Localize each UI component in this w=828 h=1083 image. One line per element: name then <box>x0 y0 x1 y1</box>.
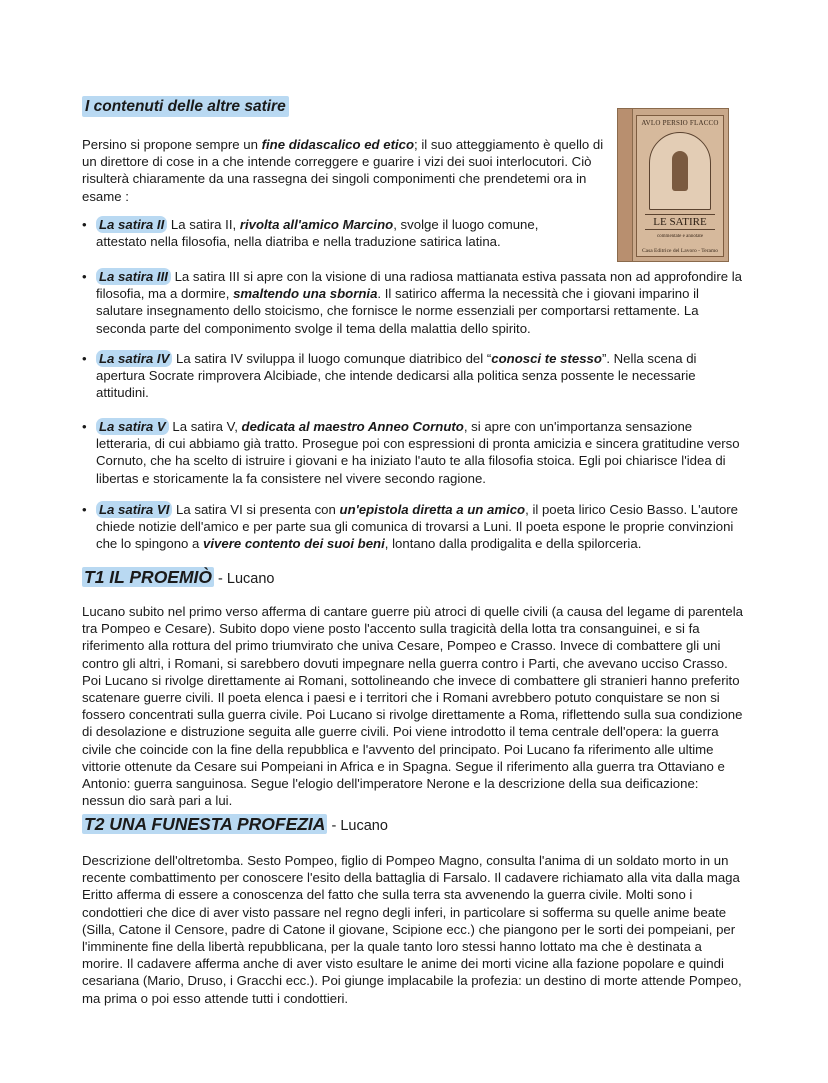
satira-text: La satira VI si presenta con <box>172 502 340 517</box>
book-spine <box>618 109 633 261</box>
satira-bold: smaltendo una sbornia <box>233 286 378 302</box>
bullet-dot: • <box>82 351 87 366</box>
book-illustration <box>649 132 711 210</box>
satira-text: . Il satirico afferma la necessità che i giovani imparino il salutare insegnamento dello stoicismo, che fornisce le norme essenziali per comportarsi rettamente. La seconda parte del componimento svolge il tema della malattia dello spirito. <box>96 286 699 336</box>
book-cover-image <box>617 108 729 262</box>
satira-text: La satira III si apre con la visione di una radiosa mattianata estiva passata non ad approfondire la filosofia, ma a dormire, <box>96 269 742 302</box>
satira-label: La satira V <box>96 418 169 435</box>
satira-text: La satira II, <box>167 217 240 232</box>
intro-paragraph <box>82 136 607 205</box>
satira-item <box>82 268 742 337</box>
section-title-t2 <box>82 813 388 837</box>
book-figure <box>672 151 688 191</box>
book-publisher: Casa Editrice del Lavoro - Teramo <box>641 248 719 254</box>
section-t2-body: Descrizione dell'oltretomba. Sesto Pompeo, figlio di Pompeo Magno, consulta l'anima di un soldato morto in un recente combattimento per conoscere l'esito della battaglia di Farsalo. Il cadavere richiamato alla vita dalla maga Eritto afferma di essere a conoscenza del fatto che sulla terra sta avvenendo la guerra civile. Molti sono i condottieri che dice di aver visto passare nel regno degli inferi, in particolare si sofferma su quelle anime beate (Silla, Catone il Censore, padre di Catone il giovane, Scipione ecc.) che piangono per le sorti dei pompeiani, per l'imminente fine della libertà repubblicana, per la quale tanto loro stessi hanno lottato ma che è destinata a morire. Il cadavere afferma anche di aver visto esultare le anime dei morti vicine alla fazione popolare e quindi cesariana (Mario, Druso, i Gracchi ecc.). Poi giunge implacabile la profezia: un destino di morte attende Pompeo, ma prima o poi esso attende tutti i condottieri. <box>82 853 742 1006</box>
bullet-dot: • <box>82 269 87 284</box>
intro-text-1: Persino si propone sempre un <box>82 137 262 152</box>
satira-bold: rivolta all'amico Marcino <box>239 217 394 232</box>
satira-item <box>82 216 562 250</box>
section-title-t1 <box>82 566 275 590</box>
satira-bold: vivere contento dei suoi beni <box>203 536 385 552</box>
satira-label: La satira IV <box>96 350 172 367</box>
satira-bold: un'epistola diretta a un amico <box>339 502 526 517</box>
satira-label: La satira III <box>96 268 171 285</box>
satira-item <box>82 501 742 553</box>
satira-text: La satira V, <box>168 419 242 434</box>
satira-text: , si apre con un'importanza sensazione letteraria, di cui abbiamo già tratto. Prosegue poi con espressioni di pronta amicizia e sincera gratitudine verso Cornuto, che ha scelto di istruire i giovani e ha iniziato l'auto te alla filosofia stoica. Egli poi chiarisce l'idea di libertas e storicamente la fa consistere nel vivere secondo ragione. <box>96 419 740 486</box>
section-author: Lucano <box>340 818 388 834</box>
satira-item <box>82 418 742 487</box>
book-title: LE SATIRE <box>645 214 715 230</box>
bullet-dot: • <box>82 419 87 434</box>
section-author: Lucano <box>226 571 275 587</box>
section-dash: - <box>214 571 227 587</box>
book-subtitle: commentate e annotate <box>656 234 704 239</box>
bullet-dot: • <box>82 502 87 517</box>
section-dash: - <box>327 818 341 834</box>
satira-text: La satira IV sviluppa il luogo comunque diatribico del “ <box>172 351 492 366</box>
book-author: AVLO PERSIO FLACCO <box>641 119 719 127</box>
bullet-dot: • <box>82 217 87 232</box>
satira-text: , il poeta lirico Cesio Basso. L'autore chiede notizie dell'amico e per parte sua gli comunica di trovarsi a Luni. Il poeta espone le proprie convinzioni che lo spingono a <box>96 502 739 552</box>
page-title-text: I contenuti delle altre satire <box>82 96 289 117</box>
page-title <box>82 97 289 117</box>
section-title-text: T1 IL PROEMIÒ <box>84 567 213 587</box>
satira-item <box>82 350 742 402</box>
satira-text: , svolge il luogo comune, attestato nella filosofia, nella diatriba e nella traduzione satirica latina. <box>96 217 539 250</box>
section-title-text: T2 UNA FUNESTA PROFEZIA <box>84 814 326 834</box>
intro-bold: fine didascalico ed etico <box>261 137 415 152</box>
satira-label: La satira VI <box>96 501 172 518</box>
satira-bold: dedicata al maestro Anneo Cornuto <box>241 419 464 434</box>
satira-text: , lontano dalla prodigalita e della spilorceria. <box>384 536 642 552</box>
section-t1-body: Lucano subito nel primo verso afferma di cantare guerre più atroci di quelle civili (a causa del legame di parentela tra Pompeo e Cesare). Subito dopo viene posto l'accento sulla tragicità della lotta tra consanguinei, e si fa riferimento alla rottura del primo triumvirato che univa Cesare, Pompeo e Crasso. Invece di combattere gli uni contro gli altri, i Romani, si sarebbero dovuti impegnare nella guerra contro i Parti, che avevano ucciso Crasso. Poi Lucano si rivolge direttamente ai Romani, sottolineando che invece di combattere gli stranieri hanno preferito scatenare guerre civili. Il poeta elenca i paesi e i territori che i Romani avrebbero potuto conquistare se non si fossero concentrati sulla guerra civile. Poi Lucano si rivolge direttamente a Roma, riflettendo sulla sua condizione di desolazione e distruzione seguita alle guerre civili. Poi viene introdotto il tema centrale dell'opera: la guerra civile che coincide con la fine della repubblica e l'avvento del principato. Poi Lucano fa riferimento alle ultime vittorie ottenute da Cesare sui Pompeiani in Africa e in Spagna. Segue il riferimento alla guerra tra Ottaviano e Antonio: guerra sanguinosa. Segue l'elogio dell'imperatore Nerone e la descrizione della sua deificazione: nessun dio sarà pari a lui. <box>82 604 743 809</box>
satira-bold: conosci te stesso <box>491 351 602 366</box>
intro-text-2: ; il suo atteggiamento è quello di un direttore di cose in a che intende correggere e guarire i vizi dei suoi interlocutori. Ciò risulterà chiaramente da una rassegna dei singoli componimenti che prendetemi ora in esame : <box>82 137 604 204</box>
book-cover-frame <box>636 115 724 257</box>
satira-text: ”. Nella scena di apertura Socrate rimprovera Alcibiade, che intende dedicarsi alla politica senza possente le necessarie attitudini. <box>96 351 697 401</box>
satira-label: La satira II <box>96 216 167 233</box>
